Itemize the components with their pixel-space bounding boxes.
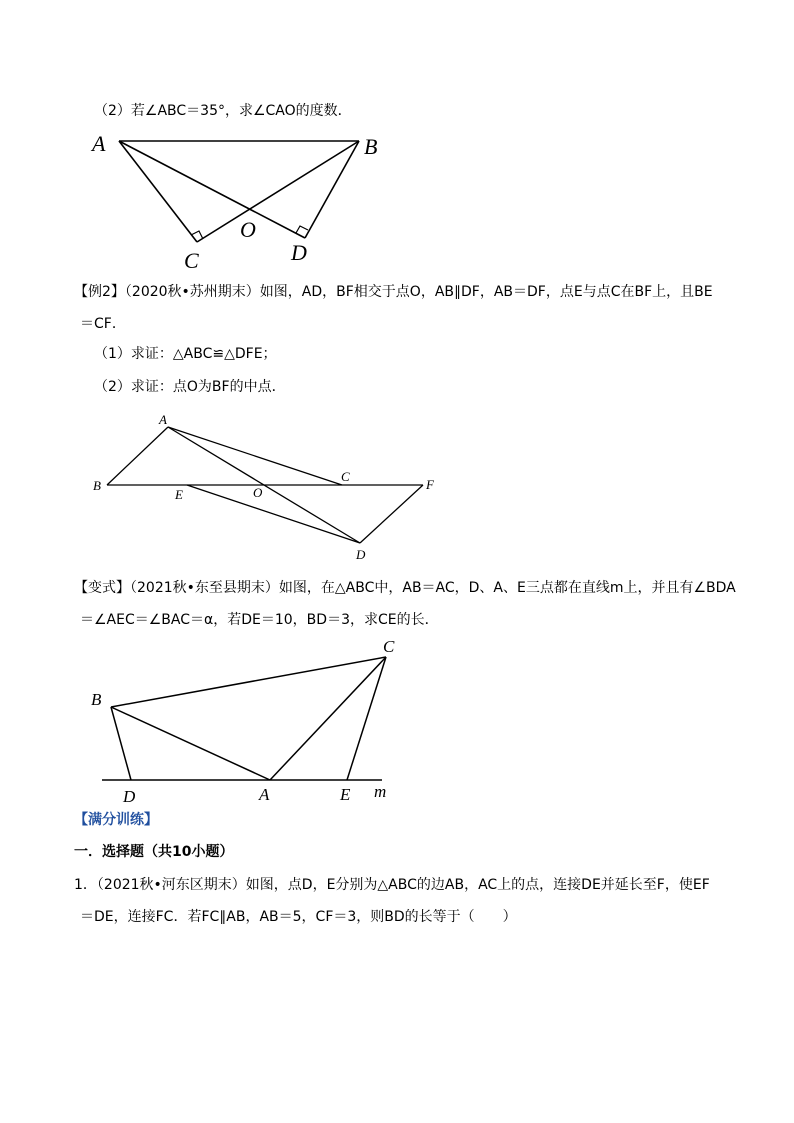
label-B: B: [91, 690, 102, 709]
training-tag: 【满分训练】: [74, 812, 158, 828]
label-B: B: [364, 134, 378, 159]
label-A: A: [92, 131, 106, 156]
label-F: F: [426, 477, 434, 492]
example-2-sub-1: （1）求证：△ABC≌△DFE；: [94, 346, 277, 362]
section-heading: 一．选择题（共10小题）: [74, 844, 234, 860]
label-C: C: [341, 469, 350, 484]
variant-line-1: 【变式】（2021秋•东至县期末）如图，在△ABC中，AB＝AC，D、A、E三点都在直线m上，并且有∠BDA: [74, 580, 736, 596]
question-2-text: （2）若∠ABC＝35°，求∠CAO的度数．: [94, 103, 352, 119]
label-C: C: [184, 248, 199, 273]
label-E: E: [340, 785, 351, 804]
variant-line-2: ＝∠AEC＝∠BAC＝α，若DE＝10，BD＝3，求CE的长．: [80, 612, 439, 628]
label-A: A: [159, 412, 167, 427]
label-A: A: [259, 785, 270, 804]
question-1-line-1: 1．（2021秋•河东区期末）如图，点D，E分别为△ABC的边AB，AC上的点，连接DE并延长至F，使EF: [74, 877, 710, 893]
label-B: B: [93, 478, 101, 493]
label-O: O: [240, 217, 256, 242]
example-2-line-2: ＝CF．: [80, 316, 126, 332]
label-D: D: [123, 787, 136, 806]
example-2-sub-2: （2）求证：点O为BF的中点．: [94, 379, 286, 395]
label-C: C: [383, 637, 395, 656]
segment-BA: [111, 707, 270, 780]
segment-BC: [111, 657, 386, 707]
segment-CE: [347, 657, 386, 780]
label-D: D: [291, 240, 307, 265]
label-E: E: [175, 487, 183, 502]
question-1-line-2: ＝DE，连接FC．若FC∥AB，AB＝5，CF＝3，则BD的长等于（ ）: [80, 909, 517, 925]
example-2-line-1: 【例2】（2020秋•苏州期末）如图，AD，BF相交于点O，AB∥DF，AB＝DF，点E与点C在BF上，且BE: [74, 284, 713, 300]
label-D: D: [356, 547, 366, 562]
label-m: m: [374, 782, 387, 801]
segment-BD: [111, 707, 131, 780]
label-O: O: [253, 485, 263, 500]
